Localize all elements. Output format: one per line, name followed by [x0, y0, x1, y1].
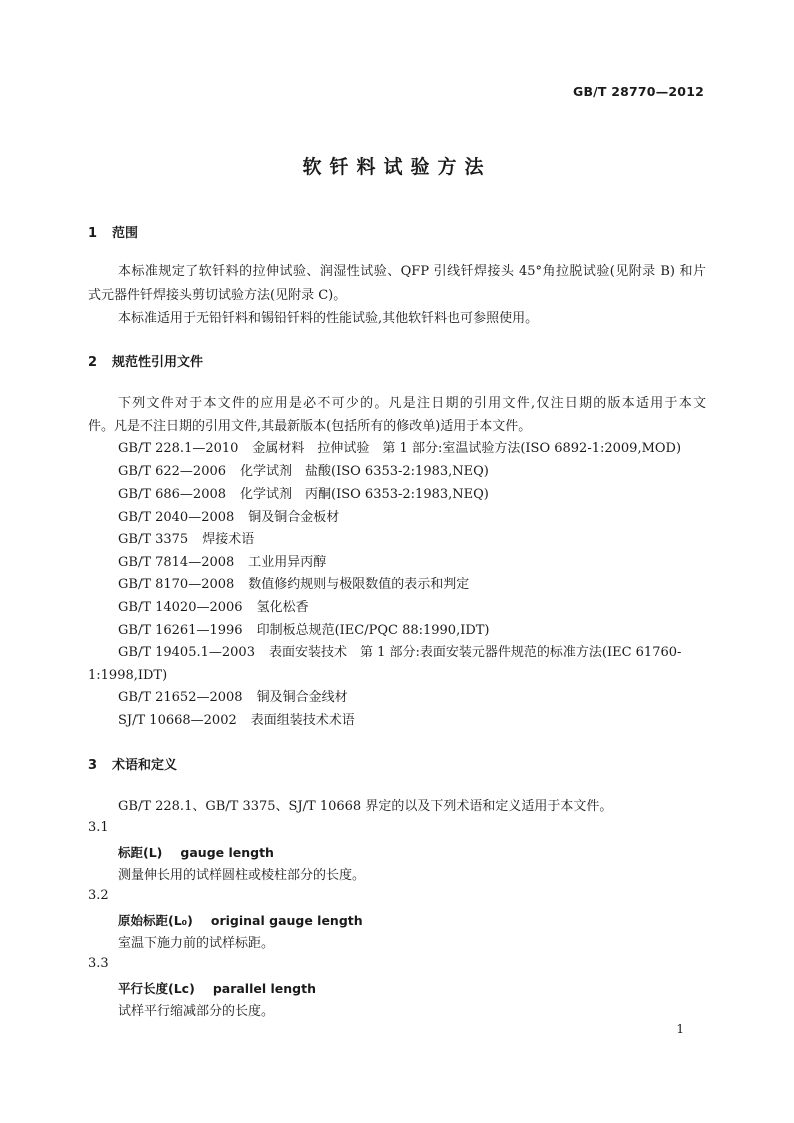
term-definition: 测量伸长用的试样圆柱或棱柱部分的长度。 — [118, 868, 366, 883]
reference-item: GB/T 16261—1996 印制板总规范(IEC/PQC 88:1990,IDT) — [118, 623, 490, 638]
reference-item: GB/T 2040—2008 铜及铜合金板材 — [118, 510, 340, 525]
term-definition: 室温下施力前的试样标距。 — [118, 936, 275, 951]
reference-item: SJ/T 10668—2002 表面组装技术术语 — [118, 713, 355, 728]
reference-item: GB/T 14020—2006 氢化松香 — [118, 600, 309, 615]
reference-item: GB/T 3375 焊接术语 — [118, 532, 255, 547]
term-chinese: 平行长度(Lc) — [118, 981, 195, 996]
section-2-heading — [88, 351, 203, 370]
reference-item: GB/T 622—2006 化学试剂 盐酸(ISO 6353-2:1983,NEQ) — [118, 464, 489, 479]
terms-intro: GB/T 228.1、GB/T 3375、SJ/T 10668 界定的以及下列术语和定义适用于本文件。 — [118, 799, 613, 814]
references-intro-line-2: 件。凡是不注日期的引用文件,其最新版本(包括所有的修改单)适用于本文件。 — [88, 419, 532, 434]
term-english: original gauge length — [210, 913, 363, 928]
section-3-heading — [88, 754, 177, 773]
reference-item: GB/T 19405.1—2003 表面安装技术 第 1 部分:表面安装元器件规范的标准方法(IEC 61760- — [118, 645, 682, 660]
reference-item: GB/T 7814—2008 工业用异丙醇 — [118, 555, 327, 570]
term-english: parallel length — [212, 981, 316, 996]
section-1-heading — [88, 222, 138, 241]
references-intro-line-1: 下列文件对于本文件的应用是必不可少的。凡是注日期的引用文件,仅注日期的版本适用于本文 — [118, 396, 706, 411]
reference-item: GB/T 228.1—2010 金属材料 拉伸试验 第 1 部分:室温试验方法(ISO 6892-1:2009,MOD) — [118, 441, 682, 456]
section-number: 1 — [88, 226, 98, 241]
clause-number: 3.2 — [88, 888, 109, 903]
standard-code: GB/T 28770—2012 — [572, 84, 704, 99]
term-chinese: 原始标距(L₀) — [118, 913, 193, 928]
section-title: 术语和定义 — [112, 758, 178, 773]
term-entry — [118, 979, 316, 997]
page-number: 1 — [676, 1022, 684, 1036]
reference-item: GB/T 8170—2008 数值修约规则与极限数值的表示和判定 — [118, 577, 470, 592]
clause-number: 3.3 — [88, 956, 109, 971]
term-chinese: 标距(L) — [118, 845, 163, 860]
term-definition: 试样平行缩减部分的长度。 — [118, 1004, 275, 1019]
scope-paragraph-line-2: 式元器件钎焊接头剪切试验方法(见附录 C)。 — [88, 288, 347, 303]
term-english: gauge length — [180, 845, 274, 860]
term-entry — [118, 843, 274, 861]
document-title: 软钎料试验方法 — [302, 156, 492, 178]
scope-paragraph-line-1: 本标准规定了软钎料的拉伸试验、润湿性试验、QFP 引线钎焊接头 45°角拉脱试验(见附录 B) 和片 — [118, 264, 706, 279]
reference-item: GB/T 686—2008 化学试剂 丙酮(ISO 6353-2:1983,NEQ) — [118, 487, 489, 502]
scope-paragraph-2: 本标准适用于无铅钎料和锡铅钎料的性能试验,其他软钎料也可参照使用。 — [118, 311, 539, 326]
section-title: 范围 — [112, 226, 139, 241]
section-number: 2 — [88, 355, 98, 370]
term-entry — [118, 911, 363, 929]
reference-item-continuation: 1:1998,IDT) — [88, 668, 168, 683]
clause-number: 3.1 — [88, 820, 109, 835]
section-number: 3 — [88, 758, 98, 773]
section-title: 规范性引用文件 — [112, 355, 204, 370]
reference-item: GB/T 21652—2008 铜及铜合金线材 — [118, 690, 348, 705]
